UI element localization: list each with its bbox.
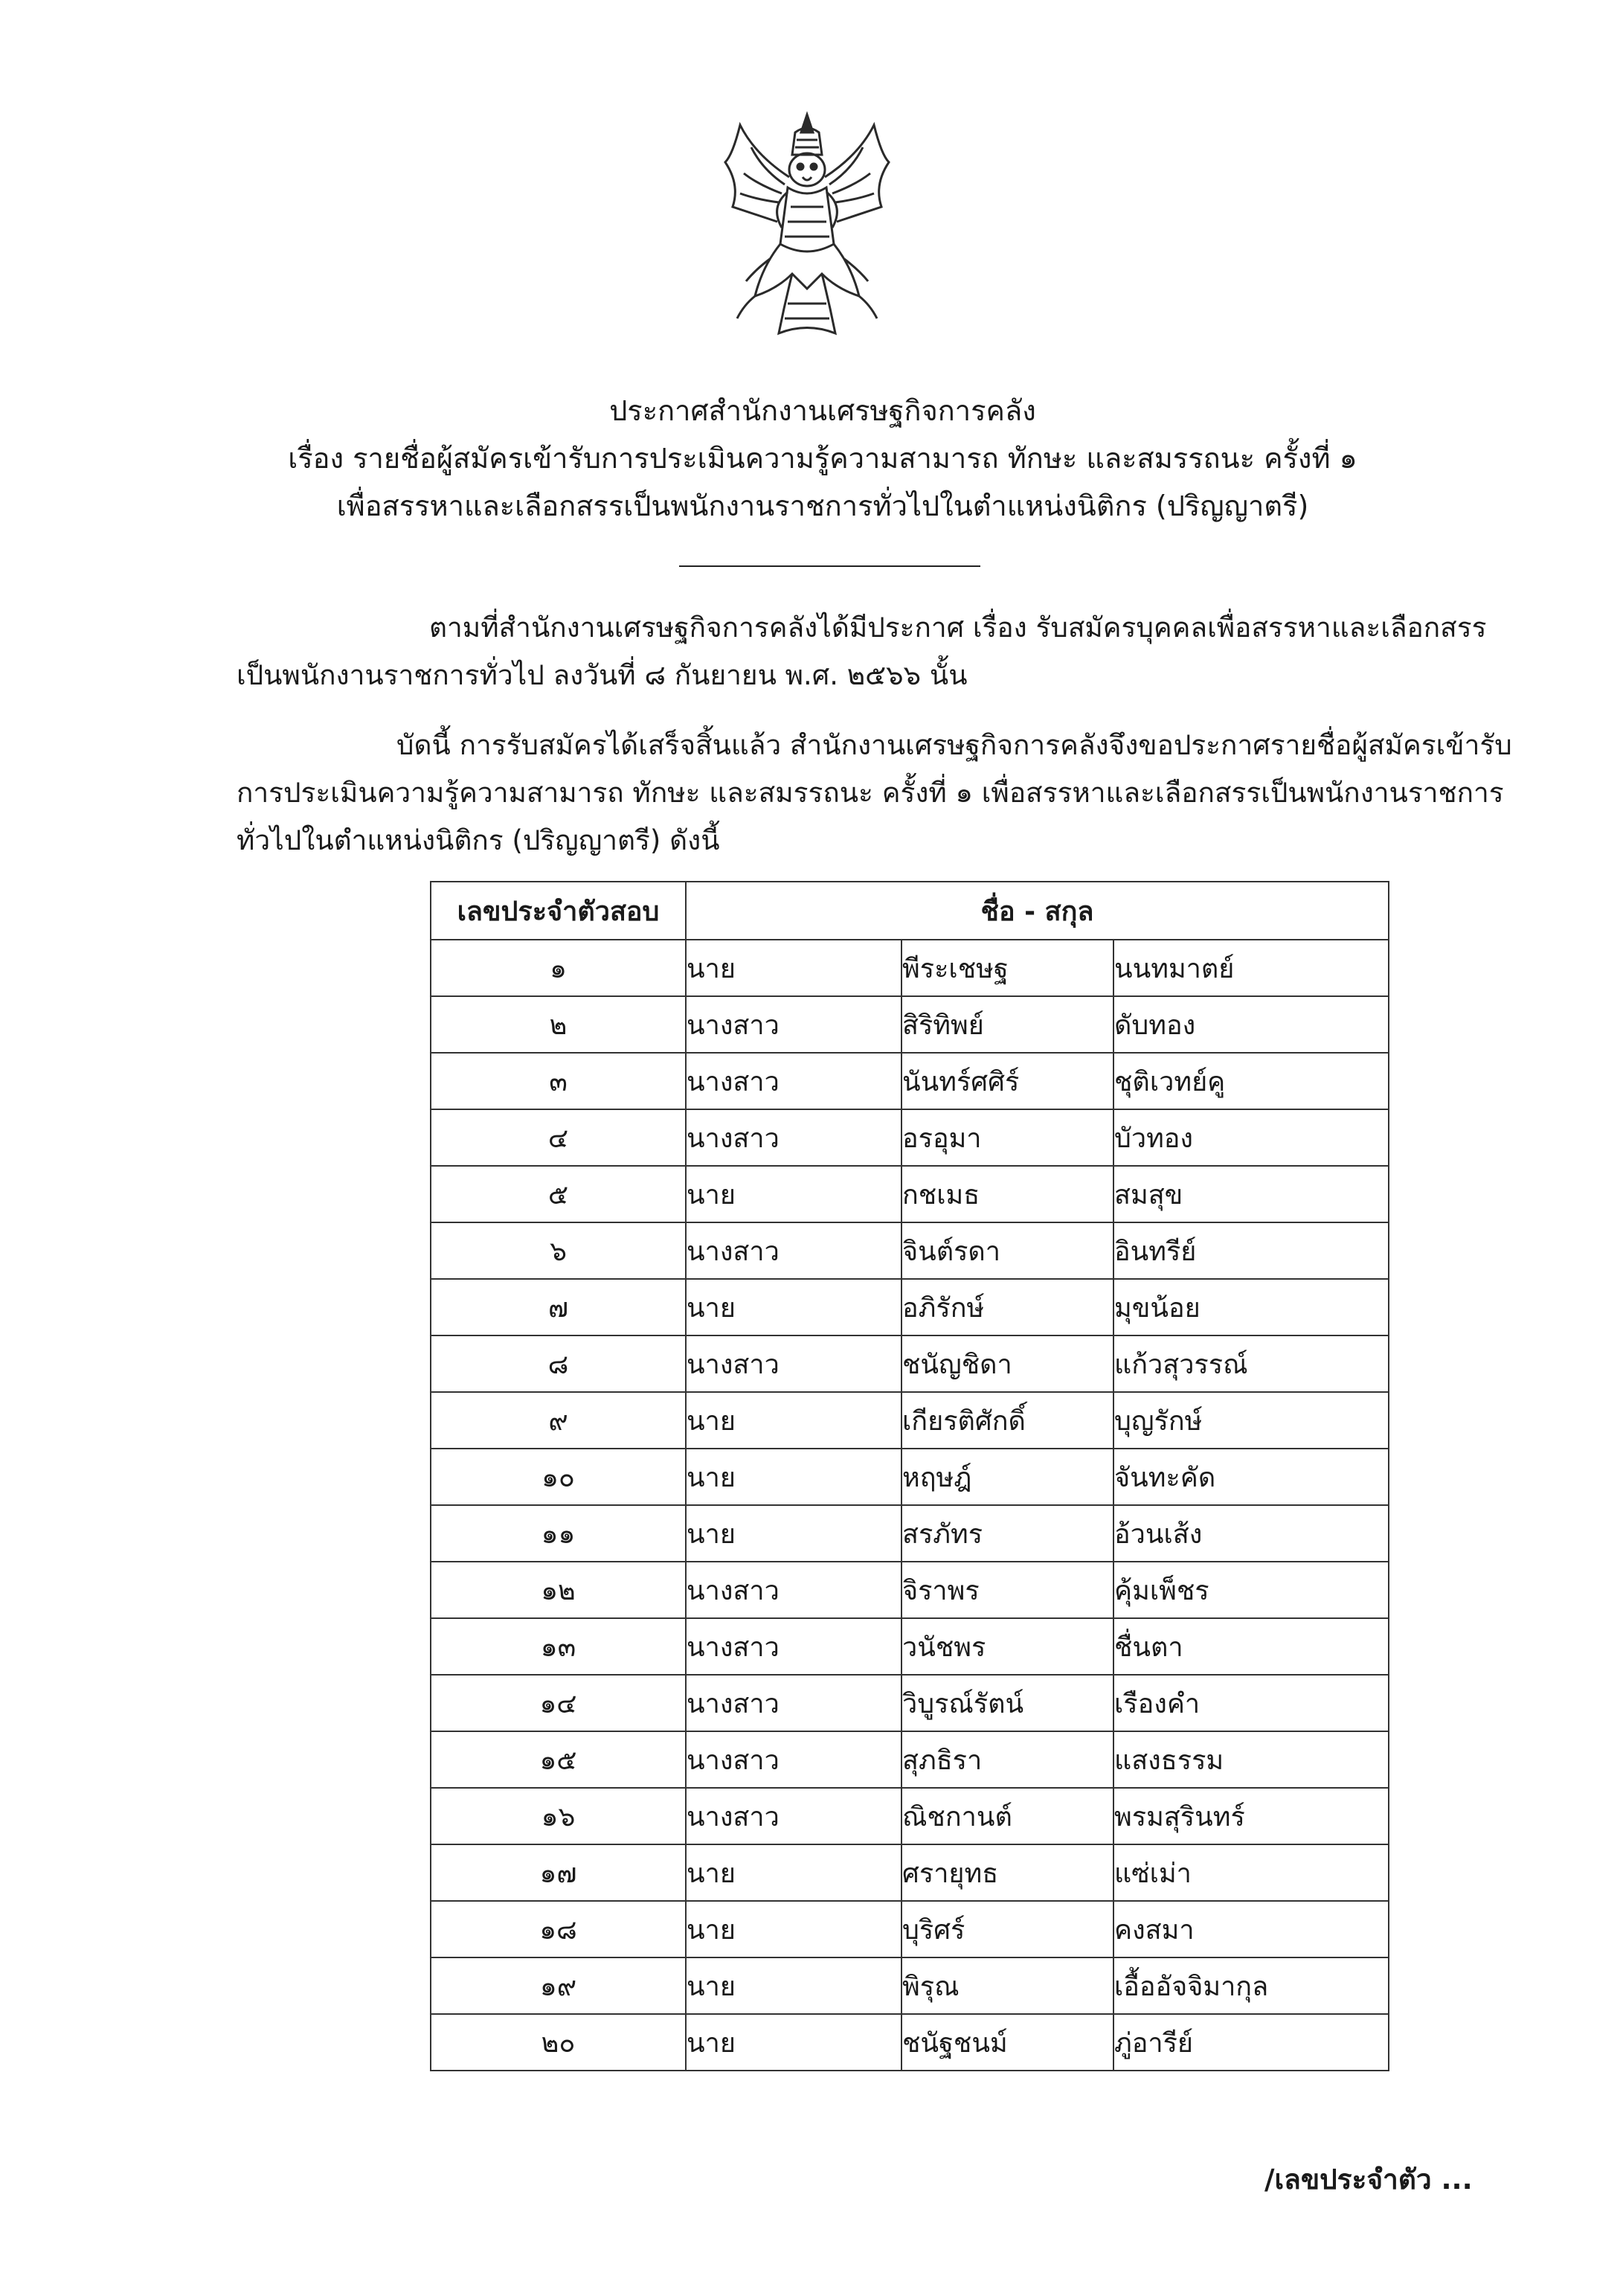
first-name-cell: อภิรักษ์ — [902, 1279, 1113, 1335]
table-row — [431, 1109, 1389, 1166]
table-row — [431, 940, 1389, 996]
name-title-cell: นาย — [686, 1279, 902, 1335]
name-title-cell: นางสาว — [686, 1335, 902, 1392]
last-name-cell: เอื้ออัจจิมากุล — [1113, 1957, 1389, 2014]
paragraph-1-line-2: เป็นพนักงานราชการทั่วไป ลงวันที่ ๘ กันยายน พ.ศ. ๒๕๖๖ นั้น — [237, 659, 968, 691]
last-name-cell: ดับทอง — [1113, 996, 1389, 1053]
last-name-cell: มุขน้อย — [1113, 1279, 1389, 1335]
last-name-cell: คุ้มเพ็ชร — [1113, 1562, 1389, 1618]
name-title-cell: นางสาว — [686, 1109, 902, 1166]
table-row — [431, 1562, 1389, 1618]
table-row — [431, 1053, 1389, 1109]
table-row — [431, 1675, 1389, 1731]
last-name-cell: บัวทอง — [1113, 1109, 1389, 1166]
header-exam-id: เลขประจำตัวสอบ — [431, 882, 686, 940]
exam-id-cell: ๑๑ — [431, 1505, 686, 1562]
header-full-name: ชื่อ - สกุล — [686, 882, 1389, 940]
last-name-cell: คงสมา — [1113, 1901, 1389, 1957]
name-title-cell: นาย — [686, 1901, 902, 1957]
exam-id-cell: ๑๘ — [431, 1901, 686, 1957]
first-name-cell: จิราพร — [902, 1562, 1113, 1618]
last-name-cell: แซ่เม่า — [1113, 1844, 1389, 1901]
table-row — [431, 1788, 1389, 1844]
table-row — [431, 1222, 1389, 1279]
last-name-cell: จันทะคัด — [1113, 1449, 1389, 1505]
announcement-title — [0, 387, 1623, 530]
title-line-2: เรื่อง รายชื่อผู้สมัครเข้ารับการประเมินความรู้ความสามารถ ทักษะ และสมรรถนะ ครั้งที่ ๑ — [288, 442, 1357, 475]
last-name-cell: ชื่นตา — [1113, 1618, 1389, 1675]
exam-id-cell: ๗ — [431, 1279, 686, 1335]
last-name-cell: นนทมาตย์ — [1113, 940, 1389, 996]
exam-id-cell: ๒ — [431, 996, 686, 1053]
exam-id-cell: ๑๙ — [431, 1957, 686, 2014]
first-name-cell: ชนัฐชนม์ — [902, 2014, 1113, 2071]
exam-id-cell: ๕ — [431, 1166, 686, 1222]
garuda-emblem-icon — [710, 110, 904, 345]
exam-id-cell: ๑ — [431, 940, 686, 996]
exam-id-cell: ๖ — [431, 1222, 686, 1279]
exam-id-cell: ๑๗ — [431, 1844, 686, 1901]
exam-id-cell: ๑๖ — [431, 1788, 686, 1844]
first-name-cell: สิริทิพย์ — [902, 996, 1113, 1053]
name-title-cell: นางสาว — [686, 996, 902, 1053]
first-name-cell: กชเมธ — [902, 1166, 1113, 1222]
table-row — [431, 1957, 1389, 2014]
table-row — [431, 1335, 1389, 1392]
first-name-cell: วิบูรณ์รัตน์ — [902, 1675, 1113, 1731]
title-divider — [679, 565, 980, 567]
name-title-cell: นางสาว — [686, 1562, 902, 1618]
last-name-cell: บุญรักษ์ — [1113, 1392, 1389, 1449]
first-name-cell: ศรายุทธ — [902, 1844, 1113, 1901]
name-title-cell: นางสาว — [686, 1222, 902, 1279]
first-name-cell: สุภธิรา — [902, 1731, 1113, 1788]
first-name-cell: สรภัทร — [902, 1505, 1113, 1562]
name-title-cell: นางสาว — [686, 1053, 902, 1109]
table-row — [431, 1279, 1389, 1335]
table-row — [431, 1731, 1389, 1788]
name-title-cell: นางสาว — [686, 1618, 902, 1675]
name-title-cell: นางสาว — [686, 1731, 902, 1788]
first-name-cell: หฤษฎ์ — [902, 1449, 1113, 1505]
table-row — [431, 1392, 1389, 1449]
name-title-cell: นาย — [686, 1449, 902, 1505]
first-name-cell: อรอุมา — [902, 1109, 1113, 1166]
first-name-cell: จินต์รดา — [902, 1222, 1113, 1279]
name-title-cell: นางสาว — [686, 1675, 902, 1731]
exam-id-cell: ๑๔ — [431, 1675, 686, 1731]
table-row — [431, 1901, 1389, 1957]
last-name-cell: เรืองคำ — [1113, 1675, 1389, 1731]
paragraph-1-line-1: ตามที่สำนักงานเศรษฐกิจการคลังได้มีประกาศ เรื่อง รับสมัครบุคคลเพื่อสรรหาและเลือกสรร — [429, 612, 1487, 644]
table-row — [431, 1505, 1389, 1562]
name-title-cell: นาย — [686, 940, 902, 996]
name-title-cell: นาย — [686, 1166, 902, 1222]
last-name-cell: ชุติเวทย์คู — [1113, 1053, 1389, 1109]
first-name-cell: วนัชพร — [902, 1618, 1113, 1675]
name-title-cell: นางสาว — [686, 1788, 902, 1844]
candidate-table — [430, 881, 1389, 2071]
first-name-cell: นันทร์ศศิร์ — [902, 1053, 1113, 1109]
exam-id-cell: ๑๕ — [431, 1731, 686, 1788]
first-name-cell: ชนัญชิดา — [902, 1335, 1113, 1392]
last-name-cell: แสงธรรม — [1113, 1731, 1389, 1788]
table-row — [431, 2014, 1389, 2071]
last-name-cell: อินทรีย์ — [1113, 1222, 1389, 1279]
first-name-cell: เกียรติศักดิ์ — [902, 1392, 1113, 1449]
first-name-cell: พีระเชษฐ — [902, 940, 1113, 996]
name-title-cell: นาย — [686, 1392, 902, 1449]
last-name-cell: สมสุข — [1113, 1166, 1389, 1222]
exam-id-cell: ๔ — [431, 1109, 686, 1166]
exam-id-cell: ๒๐ — [431, 2014, 686, 2071]
exam-id-cell: ๑๒ — [431, 1562, 686, 1618]
exam-id-cell: ๑๓ — [431, 1618, 686, 1675]
name-title-cell: นาย — [686, 1957, 902, 2014]
table-header-row — [431, 882, 1389, 940]
table-row — [431, 1844, 1389, 1901]
last-name-cell: ภู่อารีย์ — [1113, 2014, 1389, 2071]
continuation-note: /เลขประจำตัว ... — [1264, 2164, 1473, 2196]
table-row — [431, 1449, 1389, 1505]
table-row — [431, 1166, 1389, 1222]
last-name-cell: พรมสุรินทร์ — [1113, 1788, 1389, 1844]
title-line-3: เพื่อสรรหาและเลือกสรรเป็นพนักงานราชการทั่วไปในตำแหน่งนิติกร (ปริญญาตรี) — [336, 490, 1309, 522]
title-line-1: ประกาศสำนักงานเศรษฐกิจการคลัง — [609, 394, 1036, 427]
exam-id-cell: ๓ — [431, 1053, 686, 1109]
first-name-cell: บุริศร์ — [902, 1901, 1113, 1957]
first-name-cell: ณิชกานต์ — [902, 1788, 1113, 1844]
exam-id-cell: ๑๐ — [431, 1449, 686, 1505]
last-name-cell: แก้วสุวรรณ์ — [1113, 1335, 1389, 1392]
table-row — [431, 1618, 1389, 1675]
exam-id-cell: ๙ — [431, 1392, 686, 1449]
table-row — [431, 996, 1389, 1053]
first-name-cell: พิรุณ — [902, 1957, 1113, 2014]
exam-id-cell: ๘ — [431, 1335, 686, 1392]
name-title-cell: นาย — [686, 2014, 902, 2071]
paragraph-2-line-1: บัดนี้ การรับสมัครได้เสร็จสิ้นแล้ว สำนักงานเศรษฐกิจการคลังจึงขอประกาศรายชื่อผู้สมัครเข้ารับ — [396, 729, 1512, 761]
paragraph-2-line-2: การประเมินความรู้ความสามารถ ทักษะ และสมรรถนะ ครั้งที่ ๑ เพื่อสรรหาและเลือกสรรเป็นพนักงานราชการ — [237, 777, 1504, 809]
last-name-cell: อ้วนเส้ง — [1113, 1505, 1389, 1562]
name-title-cell: นาย — [686, 1844, 902, 1901]
name-title-cell: นาย — [686, 1505, 902, 1562]
paragraph-2-line-3: ทั่วไปในตำแหน่งนิติกร (ปริญญาตรี) ดังนี้ — [237, 824, 720, 856]
